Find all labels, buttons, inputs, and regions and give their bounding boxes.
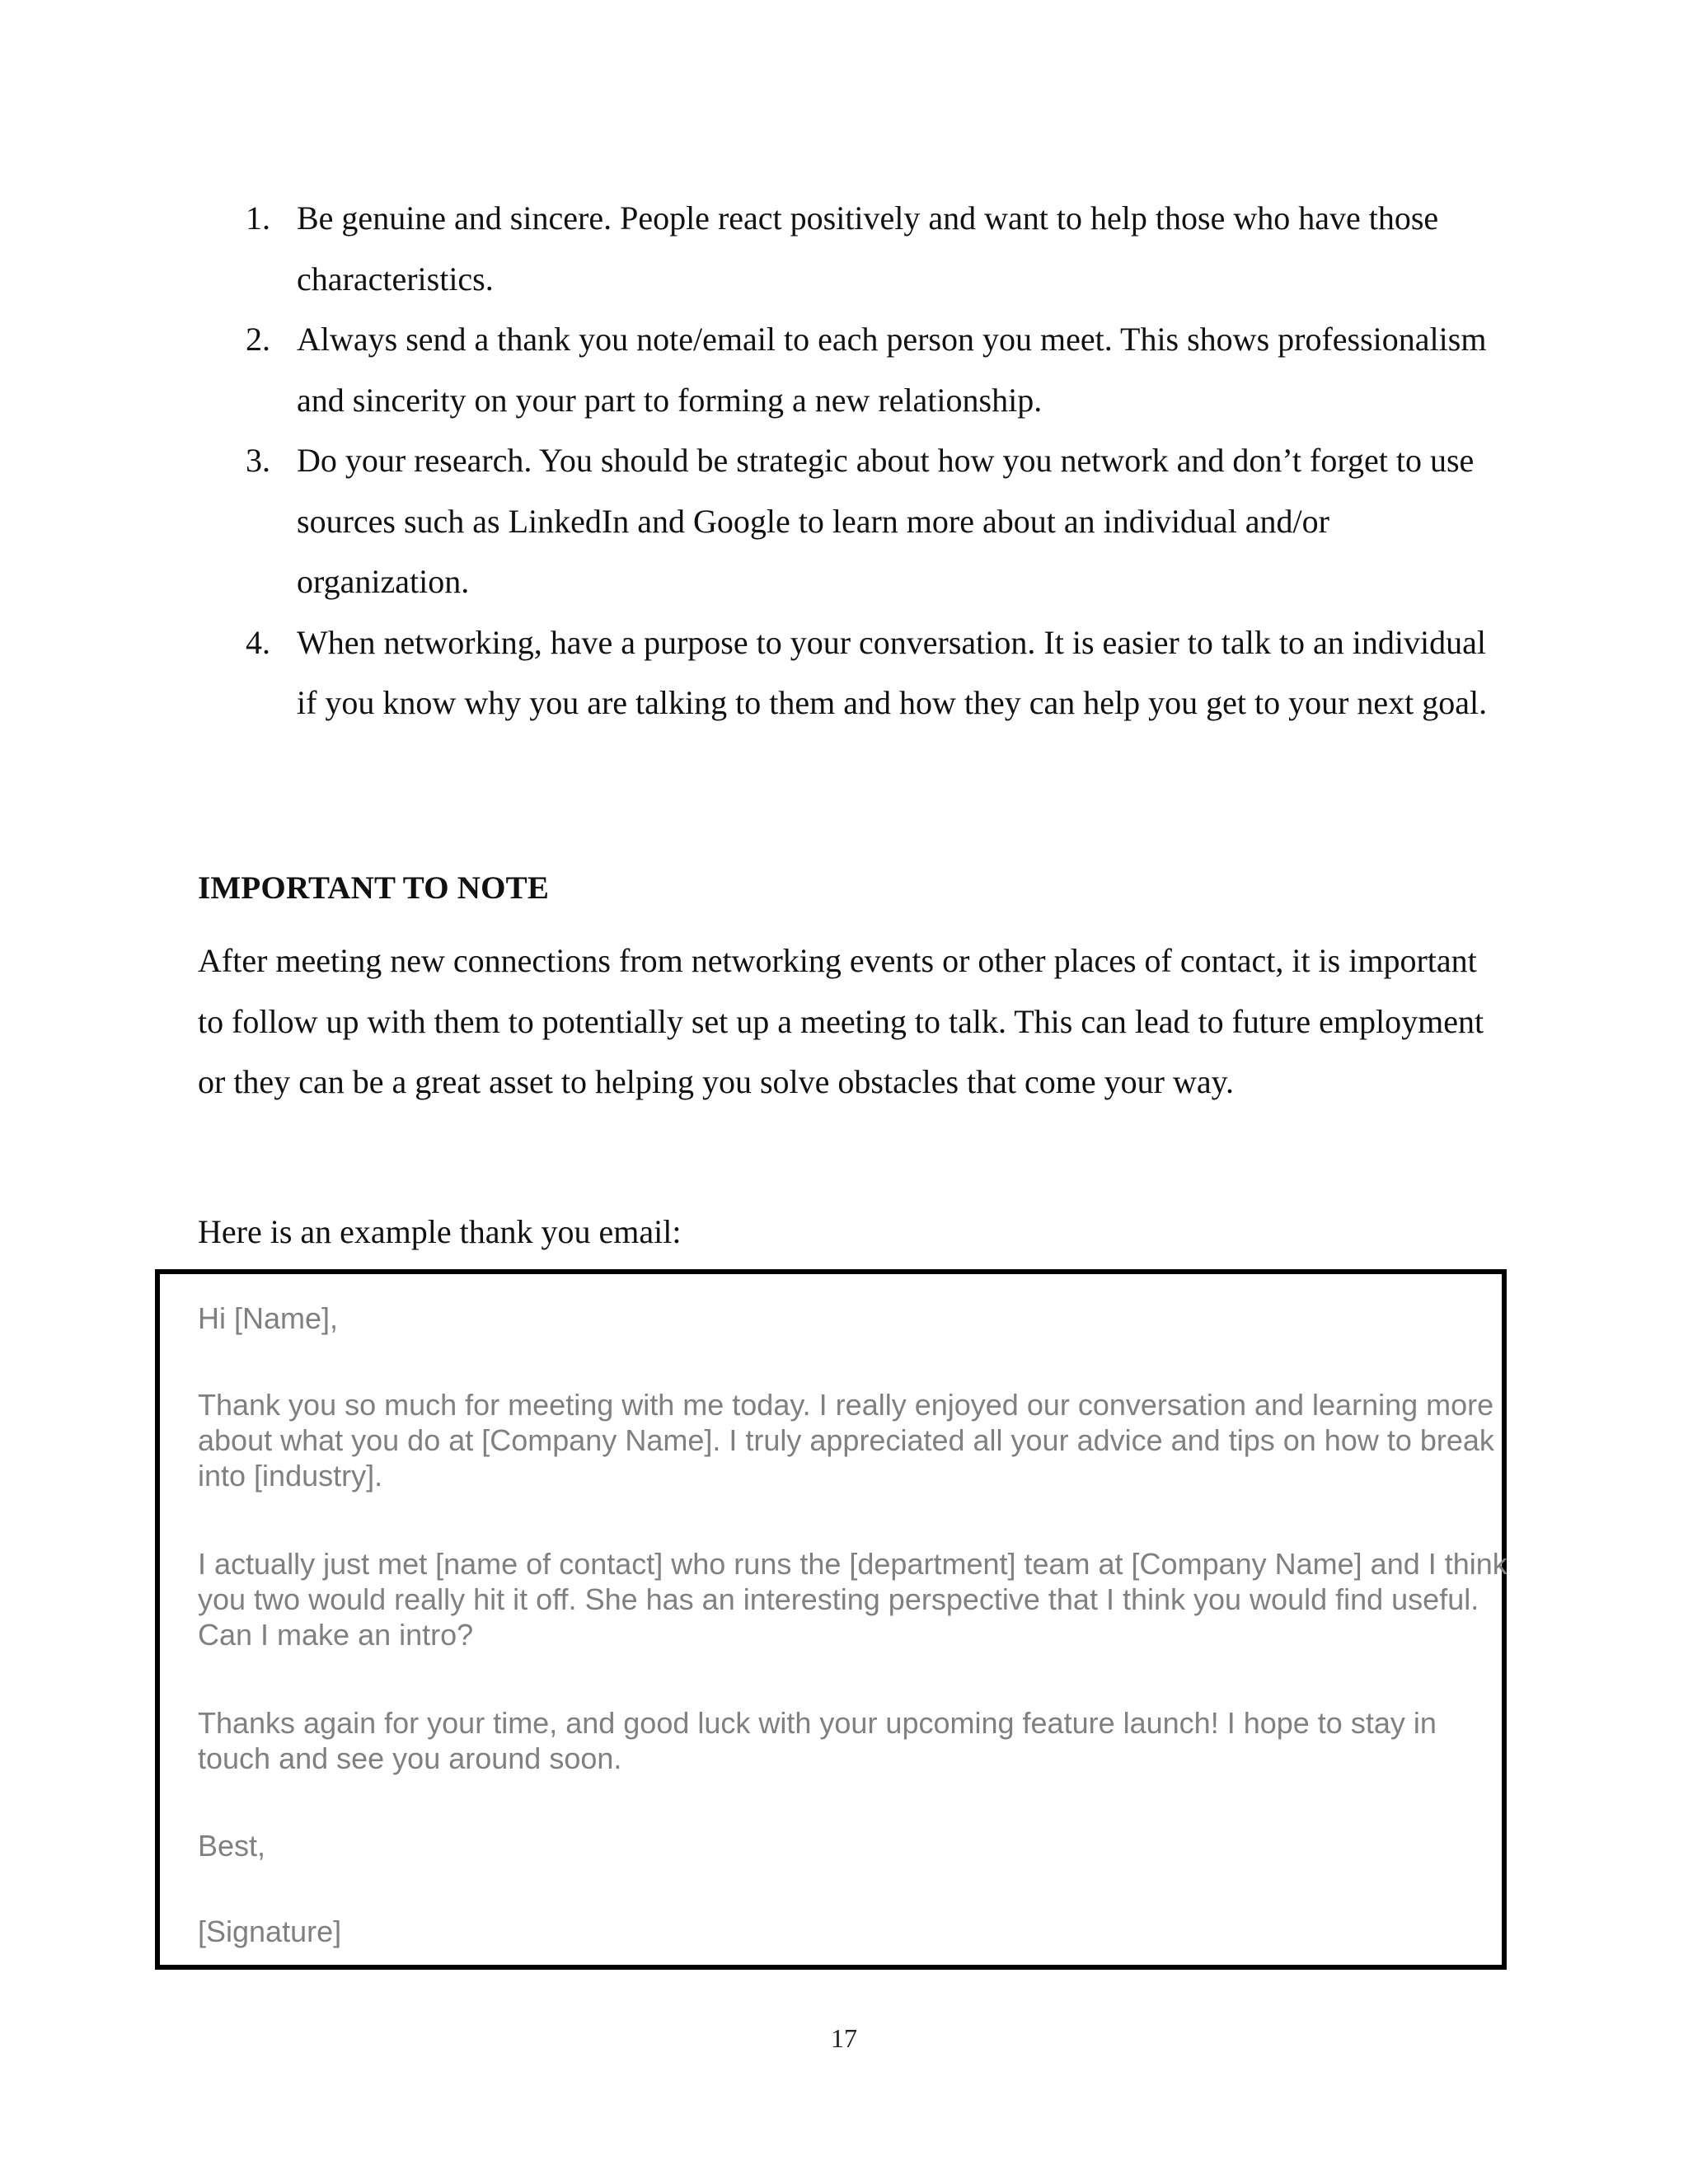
email-intro-text: Here is an example thank you email: <box>198 1213 682 1250</box>
list-item <box>246 188 1500 309</box>
email-closing: Best, <box>198 1829 266 1863</box>
list-item-text: Be genuine and sincere. People react positively and want to help those who have those characteristics. <box>297 199 1439 298</box>
list-item-text: Do your research. You should be strategic about how you network and don’t forget to use sources such as LinkedIn and Google to learn more about an individual and/or organization. <box>297 442 1475 600</box>
list-item <box>246 309 1500 430</box>
page-number: 17 <box>831 2023 857 2053</box>
section-heading: IMPORTANT TO NOTE <box>198 870 550 906</box>
email-signature: [Signature] <box>198 1915 342 1948</box>
email-paragraph: Thanks again for your time, and good luck with your upcoming feature launch! I hope to stay in touch and see you around soon. <box>198 1706 1437 1775</box>
list-item <box>246 430 1500 612</box>
list-item-number: 3. <box>246 442 270 479</box>
list-item-number: 1. <box>246 199 270 237</box>
list-item-text: Always send a thank you note/email to each person you meet. This shows professionalism and sincerity on your part to forming a new relationship. <box>297 321 1487 419</box>
networking-tips-list <box>246 188 1500 733</box>
follow-up-paragraph: After meeting new connections from networking events or other places of contact, it is important to follow up with them to potentially set up a meeting to talk. This can lead to future employment or they can be a great asset to helping you solve obstacles that come your way. <box>198 942 1484 1100</box>
list-item <box>246 612 1500 733</box>
list-item-number: 2. <box>246 321 270 358</box>
email-paragraph: Thank you so much for meeting with me today. I really enjoyed our conversation and learning more about what you do at [Company Name]. I truly appreciated all your advice and tips on how to break into [industry]. <box>198 1388 1494 1493</box>
list-item-number: 4. <box>246 623 270 661</box>
email-paragraph: I actually just met [name of contact] who runs the [department] team at [Company Name] and I think you two would really hit it off. She has an interesting perspective that I think you would find useful. Can I make an intro? <box>198 1547 1507 1652</box>
list-item-text: When networking, have a purpose to your conversation. It is easier to talk to an individual if you know why you are talking to them and how they can help you get to your next goal. <box>297 623 1488 721</box>
email-greeting: Hi [Name], <box>198 1301 339 1335</box>
